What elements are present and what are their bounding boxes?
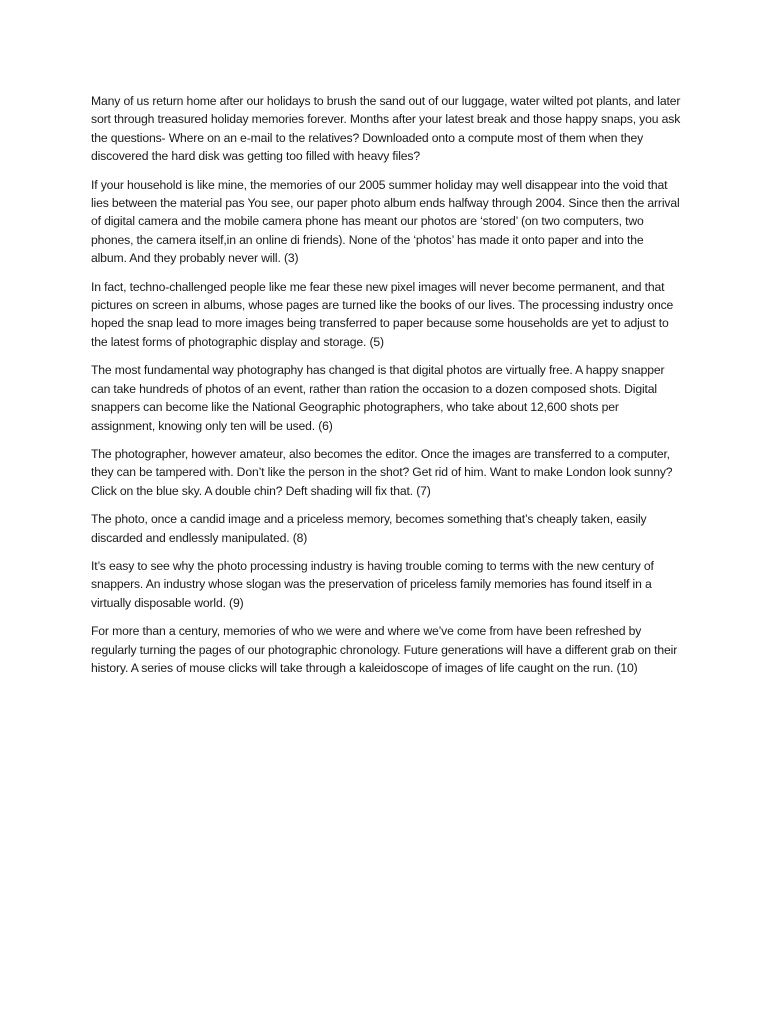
paragraph-7: It’s easy to see why the photo processing industry is having trouble coming to terms with the new century of snappers. An industry whose slogan was the preservation of priceless family memories has found itself in a virtually disposable world. (9) [91,558,654,610]
document-body [91,92,681,687]
paragraph-5: The photographer, however amateur, also becomes the editor. Once the images are transferred to a computer, they can be tampered with. Don’t like the person in the shot? Get rid of him. Want to make London look sunny? Click on the blue sky. A double chin? Deft shading will fix that. (7) [91,446,673,498]
paragraph-4: The most fundamental way photography has changed is that digital photos are virtually free. A happy snapper can take hundreds of photos of an event, rather than ration the occasion to a dozen composed shots. Digital snappers can become like the National Geographic photographers, who take about 12,600 shots per assignment, knowing only ten will be used. (6) [91,363,665,433]
paragraph-1: Many of us return home after our holidays to brush the sand out of our luggage, water wilted pot plants, and later sort through treasured holiday memories forever. Months after your latest break and those happy snaps, you ask the questions- Where on an e-mail to the relatives? Downloaded onto a compute most of them when they discovered the hard disk was getting too filled with heavy files? [91,94,681,164]
paragraph-2: If your household is like mine, the memories of our 2005 summer holiday may well disappear into the void that lies between the material pas You see, our paper photo album ends halfway through 2004. Since then the arrival of digital camera and the mobile camera phone has meant our photos are ‘stored’ (on two computers, two phones, the camera itself,in an online di friends). None of the ‘photos’ has made it onto paper and into the album. And they probably never will. (3) [91,177,680,266]
paragraph-6: The photo, once a candid image and a priceless memory, becomes something that’s cheaply taken, easily discarded and endlessly manipulated. (8) [91,512,647,545]
paragraph-8: For more than a century, memories of who we were and where we’ve come from have been refreshed by regularly turning the pages of our photographic chronology. Future generations will have a different grab on their history. A series of mouse clicks will take through a kaleidoscope of images of life caught on the run. (10) [91,624,678,675]
paragraph-3: In fact, techno-challenged people like me fear these new pixel images will never become permanent, and that pictures on screen in albums, whose pages are turned like the books of our lives. The processing industry once hoped the snap lead to more images being transferred to paper because some households are yet to adjust to the latest forms of photographic display and storage. (5) [91,279,674,349]
